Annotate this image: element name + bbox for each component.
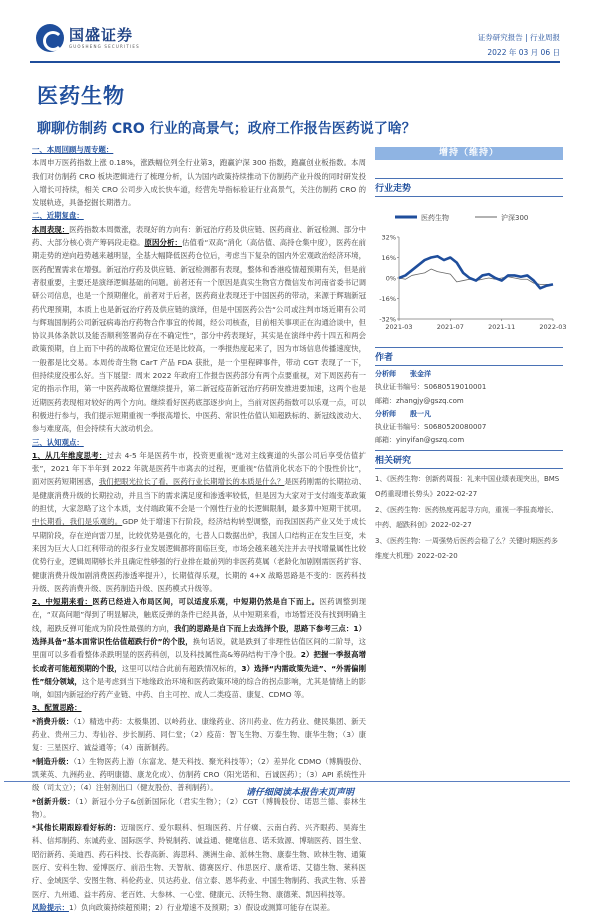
emphasis-run: 原因分析： (144, 238, 182, 248)
text-run: 迈瑞医疗、爱尔眼科、恒瑞医药、片仔癀、云南白药、兴齐眼药、昊海生科、信邦制药、东诚药业、国际医学、羚锐制药、诚益通、健麾信息、诺禾致源、博瑞医药、固生堂、昭衍新药、美迪西、药石科技、长春高新、海思科、澳洲生命、派林生物、康泰生物、欧林生物、通策医疗、安科生物、爱博医疗、前沿生物、天智航、德赛医疗、伟思医疗、康希诺、艾德生物、莱科医疗、金域医学、安图生物、科伦药业、贝达药业、信立泰、恩华药业、中国生物制药、我武生物、乐普医疗、九州通、益丰药房、老百姓、大参林、一心堂、健康元、沃特生物、康德莱、凯因科技等。 (32, 823, 366, 899)
text-run: 医药调整到现在，“双高问题”得到了明显解决，触底反弹的条件已经具备，从中短期来看，市场暂还没有找到明确主线，超跌反弹可能成为阶段性最强的方向， (32, 597, 366, 633)
text-run: 医药指数本周微涨，表现好的方向有：新冠治疗药及供应链、医药商业、新冠检测、部分中药、大部分核心资产筹码段走稳。 (32, 224, 366, 248)
legend-label: 医药生物 (421, 214, 449, 222)
emphasis-run: 我们的思路是自下而上去选择个股，思路下参考三点：1）选择具备“基本面常识性估值超跌行价”的个股， (32, 623, 366, 646)
analyst-role: 分析师 (375, 409, 396, 418)
related-list (375, 469, 563, 565)
authors-title: 作者 (375, 347, 563, 366)
cert-number: S0680519010001 (424, 383, 487, 392)
email-row (375, 434, 563, 447)
series-line-pharma (399, 256, 553, 288)
x-tick-label: 2021-11 (488, 323, 516, 331)
authors-list (375, 366, 563, 448)
main-body (32, 143, 366, 914)
y-tick-label: -32% (379, 315, 396, 324)
analyst-name: 殷一凡 (410, 409, 431, 418)
email-link[interactable]: zhangjy@gszq.com (396, 396, 464, 405)
cert-row (375, 421, 563, 434)
sidebar (375, 147, 567, 565)
report-date: 2022 年 03 月 06 日 (487, 48, 560, 57)
logo-cn: 国盛证券 (69, 26, 134, 44)
cert-label: 执业证书编号： (375, 383, 424, 392)
footer-disclaimer: 请仔细阅读本报告末页声明 (245, 788, 354, 798)
text-run: 这个是考虑到当下地缘政治环境和医药政策环境的综合的拐点影响，尤其是情绪上的影响，如国内新冠治疗药产业链、中药、自主可控、成人二类疫苗、康复、CDMO 等。 (32, 676, 366, 700)
trend-title: 行业走势 (375, 178, 563, 197)
sector-title: 医药生物 (37, 84, 125, 108)
text-run: GDP 处于增速下行阶段，经济结构转型调整，而我国医药产业又处于成长早期阶段，存在逆向雷刀星，比较优势是强化的，七普人口数据出炉，我国人口结构正在发生巨变，未来因为巨大人口红利带动的很多行业发展逻辑都将面临巨变，市场会越来越关注并去寻找增量属性比较优势行业，逻辑周期够长并且确定性够强的行业排在最前列的非医药莫属（老龄化加剧刚需医药扩容、健康消费升级加剧消费医药渗透率提升），长期值得乐观，长期的 4+X 战略思路是不变的：医药科技升级、医药消费升级、医药制造升级、医药模式升级等。 (32, 517, 366, 593)
report-type: 证券研究报告 | 行业周报 (477, 33, 560, 42)
email-label: 邮箱： (375, 436, 396, 445)
text-run: （1）新冠小分子&创新国际化（君实生物）；（2）CGT（博腾股份、诺思兰德、泰林生物）。 (32, 796, 366, 819)
text-run: 过去 4-5 年是医药牛市，投资更重视“选对主线赛道的头部公司后享受估值扩张”，2021 年下半年到 2022 年就是医药牛市离去的过程，更重视“估值消化状态下的个股性价比”，面对医药短期困惑， (32, 450, 366, 487)
email-label: 邮箱： (375, 396, 396, 405)
header-divider (30, 61, 560, 63)
emphasis-run: 3、配置思路： (32, 703, 82, 713)
text-run: 是医药刚需的长期拉动、是健康消费升级的长期拉动，并且当下的需求满足度和渗透率较低，但是因为大家对于支付端变革政策的担忧，大家忽略了这个本质，支付端政策不会是一个刚性行业的长逻辑限制，最多算中短期干扰项。 (32, 477, 366, 514)
cert-number: S0680520080007 (424, 423, 487, 432)
analyst-name: 张金洋 (410, 370, 431, 378)
text-run: 这里可以结合此前有超跌情况标的， (121, 663, 242, 673)
emphasis-run: 3）选择“内需政策先进”、“外需偏刚性”细分领域， (32, 663, 366, 686)
emphasis-run: *消费升级： (32, 716, 74, 726)
text-run: （1）生物医药上游（东富龙、楚天科技、聚光科技等）；（2）差异化 CDMO（博腾股份、凯莱英、九洲药业、药明康德、康龙化成）、仿制药 CRO（阳光诺和、百诚医药）；（3）API 系统性升级（司太立）；（4）注射剂出口（健友股份、普利制药）。 (32, 756, 366, 793)
x-tick-label: 2021-03 (385, 323, 413, 331)
related-item[interactable]: 3、《医药生物：一周强势后医药会稳了么？关键时期医药多维度大机理》2022-02-20 (375, 536, 558, 561)
report-headline: 聊聊仿制药 CRO 行业的高景气；政府工作报告医药说了啥？ (37, 121, 416, 137)
emphasis-run: 医药已经进入布局区间，可以适度乐观，中短期仍然是自下而上。 (92, 597, 320, 607)
y-tick-label: 32% (381, 233, 396, 242)
email-row (375, 395, 563, 408)
logo-icon (36, 24, 64, 52)
analyst-row (375, 408, 563, 421)
paragraph (32, 901, 366, 914)
paragraph (32, 595, 366, 701)
related-title: 相关研究 (375, 450, 563, 469)
x-tick-label: 2021-07 (436, 323, 464, 331)
emphasis-run: 1、从几年维度思考： (32, 450, 107, 460)
emphasis-run: *制造升级： (32, 756, 74, 766)
x-tick-label: 2022-03 (539, 323, 567, 331)
logo-en: GUOSHENG SECURITIES (69, 44, 140, 49)
section-heading: 三、认知观点： (32, 437, 84, 447)
rating-badge: 增持（维持） (375, 147, 563, 160)
y-tick-label: -16% (379, 295, 396, 303)
trend-chart (375, 203, 567, 343)
emphasis-run: *创新升级： (32, 796, 75, 806)
cert-row (375, 381, 563, 394)
emphasis-run: 2、中短期来看： (32, 597, 93, 607)
section-heading: 一、本周回顾与周专题： (32, 145, 114, 154)
paragraph (32, 795, 366, 822)
footer-divider (4, 781, 570, 782)
risk-label: 风险提示： (32, 902, 69, 912)
company-logo (36, 24, 140, 52)
paragraph (32, 449, 366, 595)
emphasis-run: 2）把握一季报高增长或者可能超预期的个股， (32, 650, 366, 673)
emphasis-run: 本周表现： (32, 224, 70, 234)
related-item[interactable]: 2、《医药生物：医药热度再起寻方向，重视一季报高增长、中药、超跌科创》2022-02-27 (375, 505, 558, 530)
email-link[interactable]: yinyifan@gszq.com (396, 436, 465, 445)
cert-label: 执业证书编号： (375, 423, 424, 432)
text-run: 估值看“双高”消化（高估值、高持仓集中度），医药在前期走势的逆向趋势越来越明显，全基大幅降低医药仓位后，考虑当下复杂的国内外宏观政治经济环境，医药配置需求在增强。新冠治疗药及供应链、新冠检测都有表现，整体和香港疫情超预期有关，但是前者很重要，主要还是演绎逻辑基础的问题。前者还有一个原因是真实生物官方微信发布河南省委书记调研公司信息，也是一个预期催化，前者对于后者，医药商业表现还于中国医药的带动，来源于辉瑞新冠药代理预期，本质上也是新冠治疗药及供应链的演绎，但是中国医药公告“公司或注判市场近期有公司与辉瑞国制药公司新冠病毒治疗药物合作事宜的传闻，经公司核查，目前相关事项正在沟通洽谈中，但协议具体条款以及能否顺利签署尚存在不确定性”，部分中药表现好，其实是在演绎中药十四五和两会政策预期，自上而下中药的战略位置定位还是比较高，一季报热度起来了，因为市场信息传播速度快，一般都是比交易。本周传奇生物 CarT 产品 FDA 获批，是一个里程碑事件，带动 CGT 表现了一下，但持续度没那么好。当下展望：周末 2022 年政府工作报告医药部分有两个点要重视，对下周医药有一定的指示作用，第一中医药战略位置继续提升，第二新冠疫苗新冠治疗药研发推进要加速，这两个也是近期医药表现相对较好的两个方向。继续看好医药底部逐步向上，当前对医药指数可以乐观一点，可以积极进行参与，我们提示短期重视一季报高增长、中医药、常识性估值认知超跌标的、新冠线波动大、参与难度高，但会持续有大波动机会。 (32, 238, 366, 434)
emphasis-run: 中长期看，我们是乐观的。 (32, 517, 123, 527)
text-run: 本周申万医药指数上涨 0.18%，涨跌幅位列全行业第3，跑赢沪深 300 指数，跑赢创业板指数。本周我们对仿制药 CRO 板块逻辑进行了梳理分析，认为国内政策持续推动下仿制药产业升级的同时研发投入增长可持续，相关 CRO 公司步入成长快车道，经营先导指标验证行业高景气，关注仿制药 CRO 的发展轨迹，具备挖掘长期潜力。 (32, 158, 366, 208)
paragraph (32, 821, 366, 901)
y-tick-label: 0% (385, 274, 396, 283)
y-tick-label: 16% (381, 254, 396, 262)
paragraph (32, 715, 366, 755)
text-run: 换句话说，就是跌到了非理性估值区间的二阶导，这里面可以多看看整体杀跌明显的医药科创，以及科技属性高&筹码结构干净个股。 (32, 636, 366, 660)
analyst-row (375, 368, 563, 381)
paragraph (32, 156, 366, 209)
trend-chart-svg (375, 203, 567, 343)
paragraph (32, 223, 366, 436)
related-item[interactable]: 1、《医药生物：创新药周报：礼来中国业绩表现突出，BMS O药重现增长势头》2022-02-27 (375, 474, 560, 499)
text-run: 1）负向政策持续超预期；2）行业增速不及预期；3）假设或测算可能存在误差。 (68, 902, 335, 912)
section-heading: 二、近期复盘： (32, 211, 84, 221)
paragraph (32, 701, 366, 714)
legend-label: 沪深300 (501, 214, 529, 222)
text-run: （1）精选中药：太极集团、以岭药业、康缘药业、济川药业、佐力药业、健民集团、新天药业、贵州三力、寿仙谷、步长制药、同仁堂；（2）疫苗：智飞生物、万泰生物、康华生物；（3）康复：三星医疗、诚益通等；（4）南新制药。 (32, 716, 366, 753)
analyst-role: 分析师 (375, 370, 396, 378)
emphasis-run: *其他长期跟踪看好标的： (32, 823, 121, 833)
emphasis-run: 我们把眼光拉长了看，医药行业长期增长的本质是什么？ (98, 477, 285, 487)
